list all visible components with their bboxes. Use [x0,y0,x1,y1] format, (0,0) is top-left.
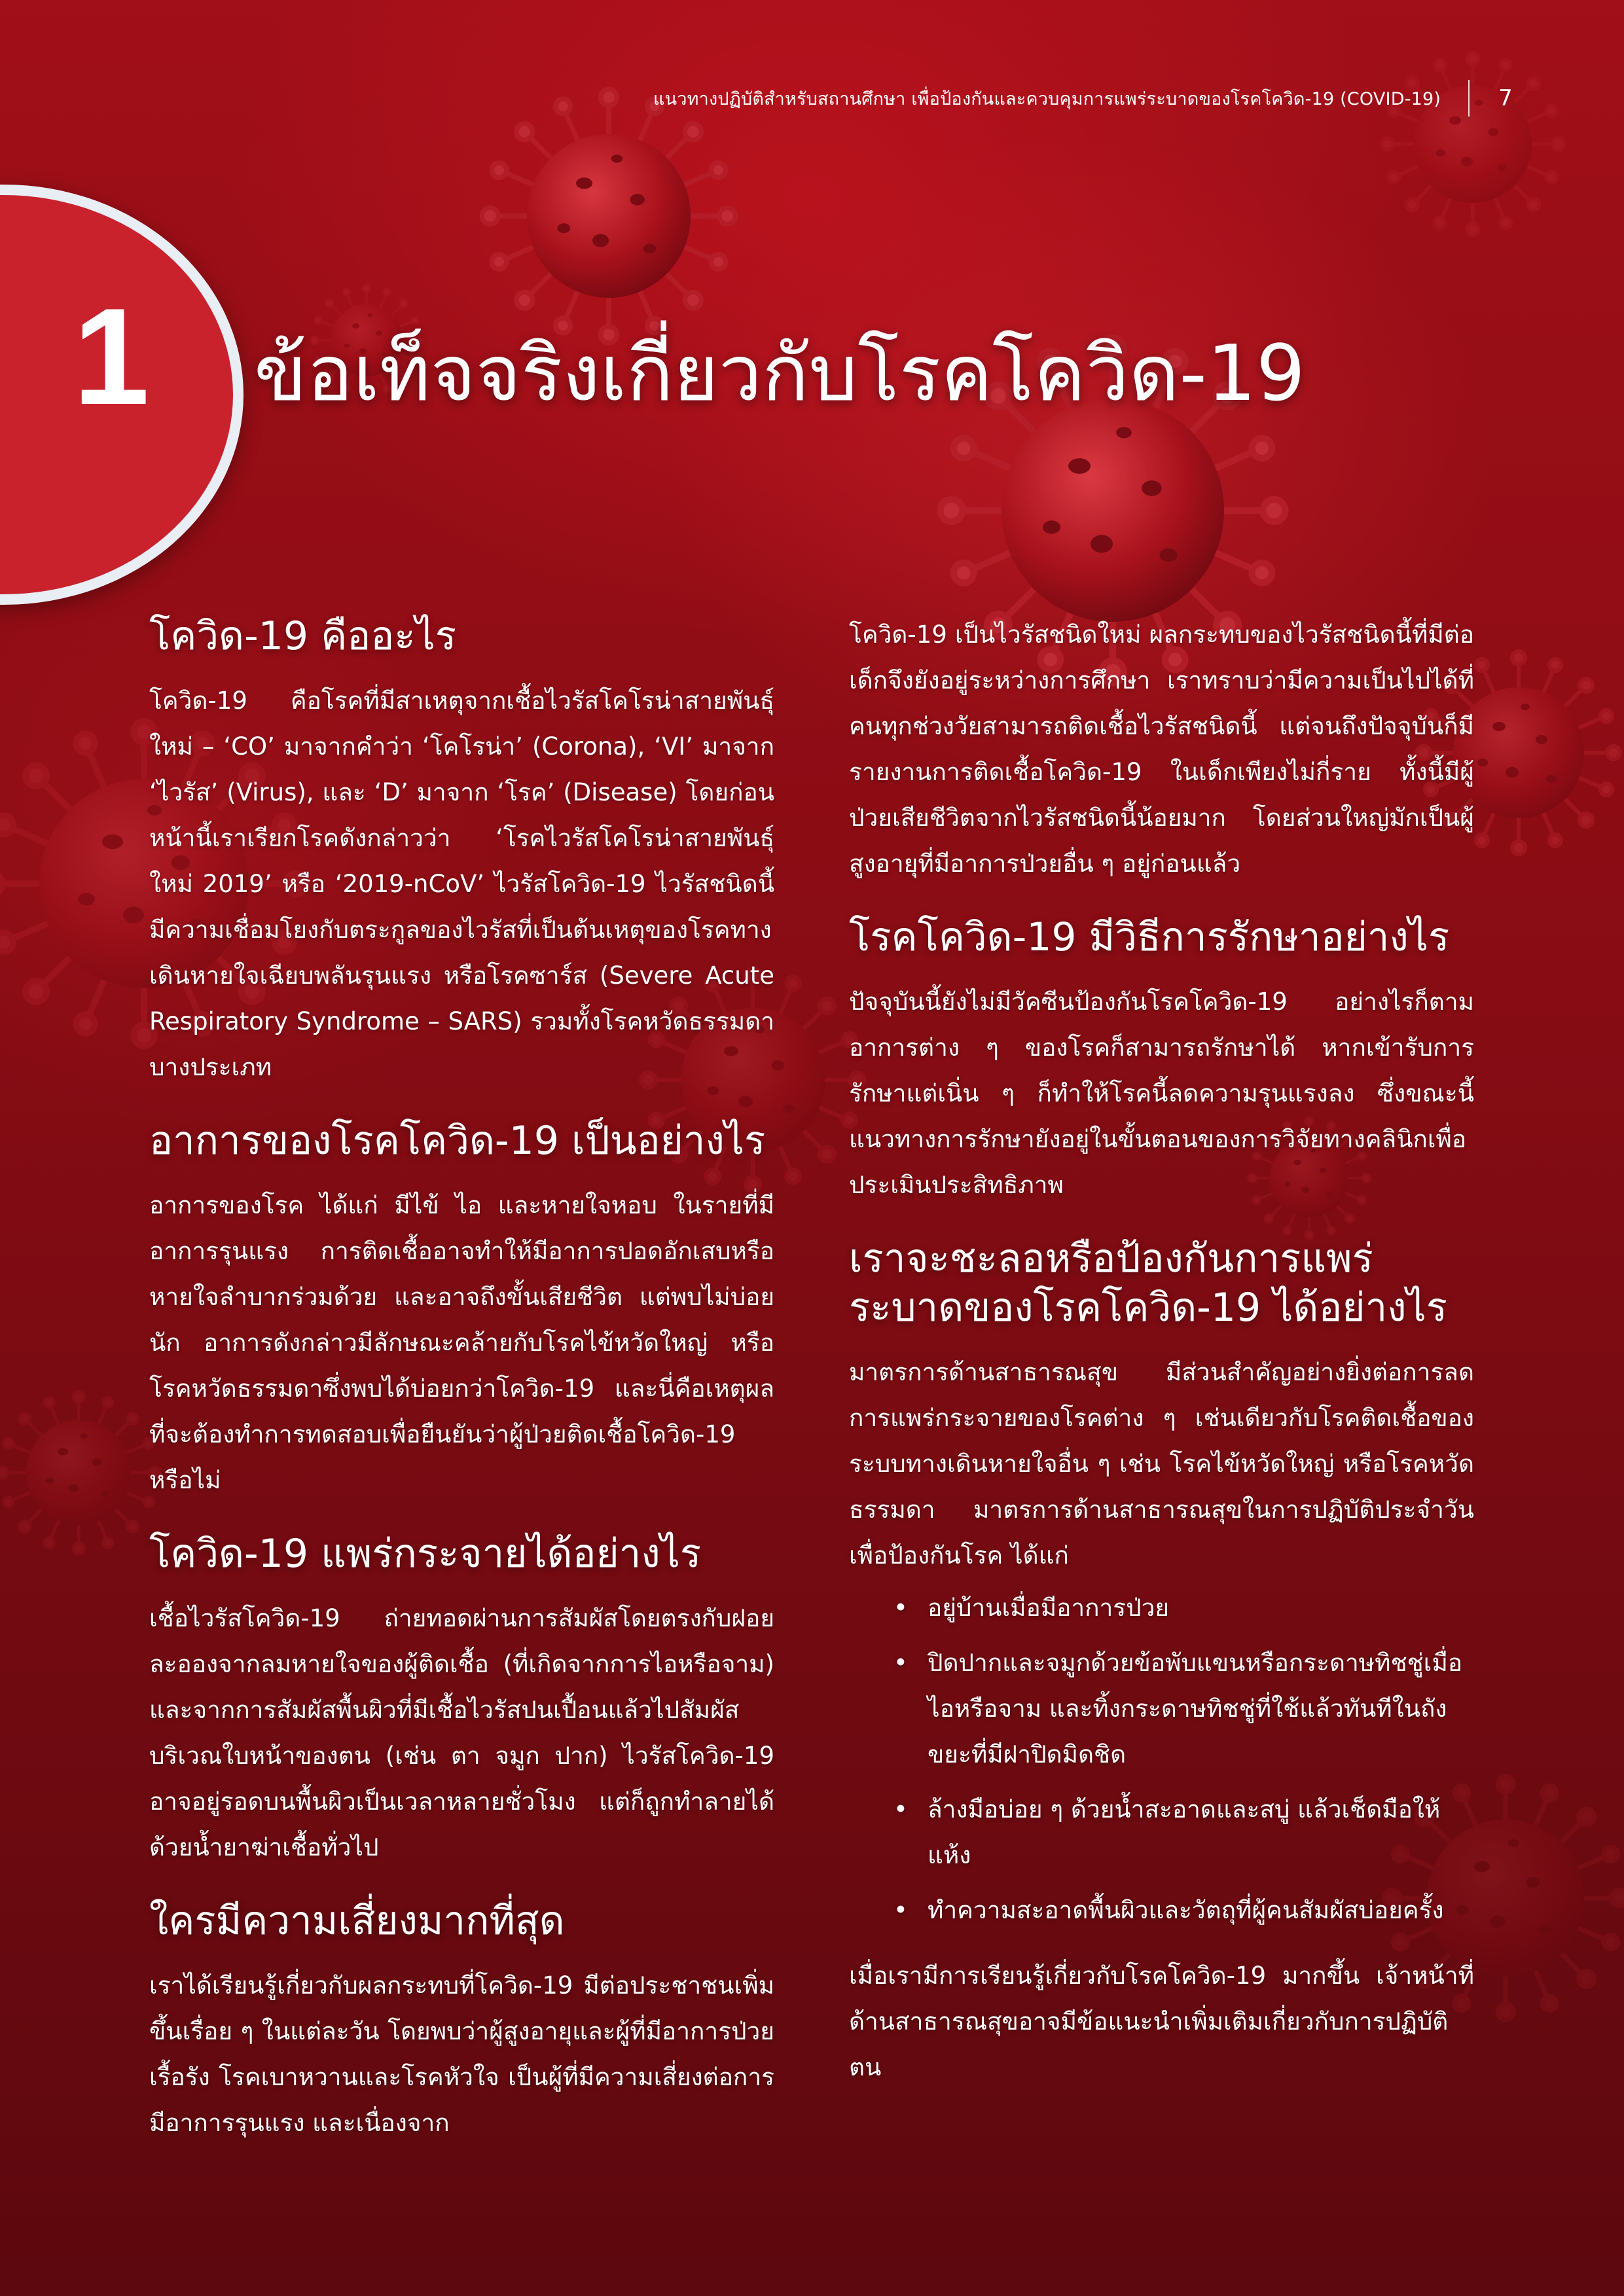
prevention-measures-list [849,1585,1474,1933]
list-item: • ทำความสะอาดพื้นผิวและวัตถุที่ผู้คนสัมผัสบ่อยครั้ง [893,1888,1474,1933]
right-column [849,612,1474,2117]
list-item: • อยู่บ้านเมื่อมีอาการป่วย [893,1585,1474,1631]
section-heading-what-is: โควิด-19 คืออะไร [149,613,456,659]
section-heading-symptoms: อาการของโรคโควิด-19 เป็นอย่างไร [149,1118,766,1164]
section-body-prevention: มาตรการด้านสาธารณสุข มีส่วนสำคัญอย่างยิ่งต่อการลดการแพร่กระจายของโรคต่าง ๆ เช่นเดียวกับโรคติดเชื้อของระบบทางเดินหายใจอื่น ๆ เช่น โรคไข้หวัดใหญ่ หรือโรคหวัดธรรมดา มาตรการด้านสาธารณสุขในการปฏิบัติประจำวันเพื่อป้องกันโรค ได้แก่ [849,1358,1474,1570]
section-body-treatment: ปัจจุบันนี้ยังไม่มีวัคซีนป้องกันโรคโควิด-19 อย่างไรก็ตาม อาการต่าง ๆ ของโรคก็สามารถรักษาได้ หากเข้ารับการรักษาแต่เนิ่น ๆ ก็ทำให้โรคนี้ลดความรุนแรงลง ซึ่งขณะนี้แนวทางการรักษายังอยู่ในขั้นตอนของการวิจัยทางคลินิกเพื่อประเมินประสิทธิภาพ [849,988,1474,1199]
section-heading-prevention: เราจะชะลอหรือป้องกันการแพร่ระบาดของโรคโควิด-19 ได้อย่างไร [849,1236,1447,1331]
section-body-symptoms: อาการของโรค ได้แก่ มีไข้ ไอ และหายใจหอบ ในรายที่มีอาการรุนแรง การติดเชื้ออาจทำให้มีอาการปอดอักเสบหรือหายใจลำบากร่วมด้วย และอาจถึงขั้นเสียชีวิต แต่พบไม่บ่อยนัก อาการดังกล่าวมีลักษณะคล้ายกับโรคไข้หวัดใหญ่ หรือโรคหวัดธรรมดาซึ่งพบได้บ่อยกว่าโควิด-19 และนี่คือเหตุผลที่จะต้องทำการทดสอบเพื่อยืนยันว่าผู้ป่วยติดเชื้อโควิด-19 หรือไม่ [149,1191,774,1494]
section-body-risk-continued: โควิด-19 เป็นไวรัสชนิดใหม่ ผลกระทบของไวรัสชนิดนี้ที่มีต่อเด็กจึงยังอยู่ระหว่างการศึกษา เราทราบว่ามีความเป็นไปได้ที่คนทุกช่วงวัยสามารถติดเชื้อไวรัสชนิดนี้ แต่จนถึงปัจจุบันก็มีรายงานการติดเชื้อโควิด-19 ในเด็กเพียงไม่กี่ราย ทั้งนี้มีผู้ป่วยเสียชีวิตจากไวรัสชนิดนี้น้อยมาก โดยส่วนใหญ่มักเป็นผู้สูงอายุที่มีอาการป่วยอื่น ๆ อยู่ก่อนแล้ว [849,620,1474,878]
section-heading-spread: โควิด-19 แพร่กระจายได้อย่างไร [149,1531,702,1577]
chapter-number: 1 [73,279,150,433]
running-title: แนวทางปฏิบัติสำหรับสถานศึกษา เพื่อป้องกันและควบคุมการแพร่ระบาดของโรคโควิด-19 (COVID-19) [653,88,1441,109]
running-header [653,80,1513,117]
section-body-spread: เชื้อไวรัสโควิด-19 ถ่ายทอดผ่านการสัมผัสโดยตรงกับฝอยละอองจากลมหายใจของผู้ติดเชื้อ (ที่เกิดจากการไอหรือจาม) และจากการสัมผัสพื้นผิวที่มีเชื้อไวรัสปนเปื้อนแล้วไปสัมผัสบริเวณใบหน้าของตน (เช่น ตา จมูก ปาก) ไวรัสโควิด-19 อาจอยู่รอดบนพื้นผิวเป็นเวลาหลายชั่วโมง แต่ก็ถูกทำลายได้ด้วยน้ำยาฆ่าเชื้อทั่วไป [149,1604,774,1861]
list-item: • ปิดปากและจมูกด้วยข้อพับแขนหรือกระดาษทิชชู่เมื่อไอหรือจาม และทิ้งกระดาษทิชชู่ที่ใช้แล้วทันทีในถังขยะที่มีฝาปิดมิดชิด [893,1640,1474,1778]
chapter-title: ข้อเท็จจริงเกี่ยวกับโรคโควิด-19 [254,328,1306,418]
left-column [149,612,774,2172]
section-closing-prevention: เมื่อเรามีการเรียนรู้เกี่ยวกับโรคโควิด-19 มากขึ้น เจ้าหน้าที่ด้านสาธารณสุขอาจมีข้อแนะนำเพิ่มเติมเกี่ยวกับการปฏิบัติตน [849,1962,1474,2081]
section-heading-treatment: โรคโควิด-19 มีวิธีการรักษาอย่างไร [849,914,1450,960]
section-body-risk: เราได้เรียนรู้เกี่ยวกับผลกระทบที่โควิด-19 มีต่อประชาชนเพิ่มขึ้นเรื่อย ๆ ในแต่ละวัน โดยพบว่าผู้สูงอายุและผู้ที่มีอาการป่วยเรื้อรัง โรคเบาหวานและโรคหัวใจ เป็นผู้ที่มีความเสี่ยงต่อการมีอาการรุนแรง และเนื่องจาก [149,1971,774,2137]
page-number: 7 [1498,85,1513,111]
section-heading-risk: ใครมีความเสี่ยงมากที่สุด [149,1898,565,1944]
header-divider [1468,80,1470,117]
section-body-what-is: โควิด-19 คือโรคที่มีสาเหตุจากเชื้อไวรัสโคโรน่าสายพันธุ์ใหม่ – ‘CO’ มาจากคำว่า ‘โคโรน่า’ (Corona), ‘VI’ มาจาก ‘ไวรัส’ (Virus), และ ‘D’ มาจาก ‘โรค’ (Disease) โดยก่อนหน้านี้เราเรียกโรคดังกล่าวว่า ‘โรคไวรัสโคโรน่าสายพันธุ์ใหม่ 2019’ หรือ ‘2019-nCoV’ ไวรัสโควิด-19 ไวรัสชนิดนี้มีความเชื่อมโยงกับตระกูลของไวรัสที่เป็นต้นเหตุของโรคทางเดินหายใจเฉียบพลันรุนแรง หรือโรคซาร์ส (Severe Acute Respiratory Syndrome – SARS) รวมทั้งโรคหวัดธรรมดาบางประเภท [149,687,774,1081]
list-item: • ล้างมือบ่อย ๆ ด้วยน้ำสะอาดและสบู่ แล้วเช็ดมือให้แห้ง [893,1787,1474,1878]
